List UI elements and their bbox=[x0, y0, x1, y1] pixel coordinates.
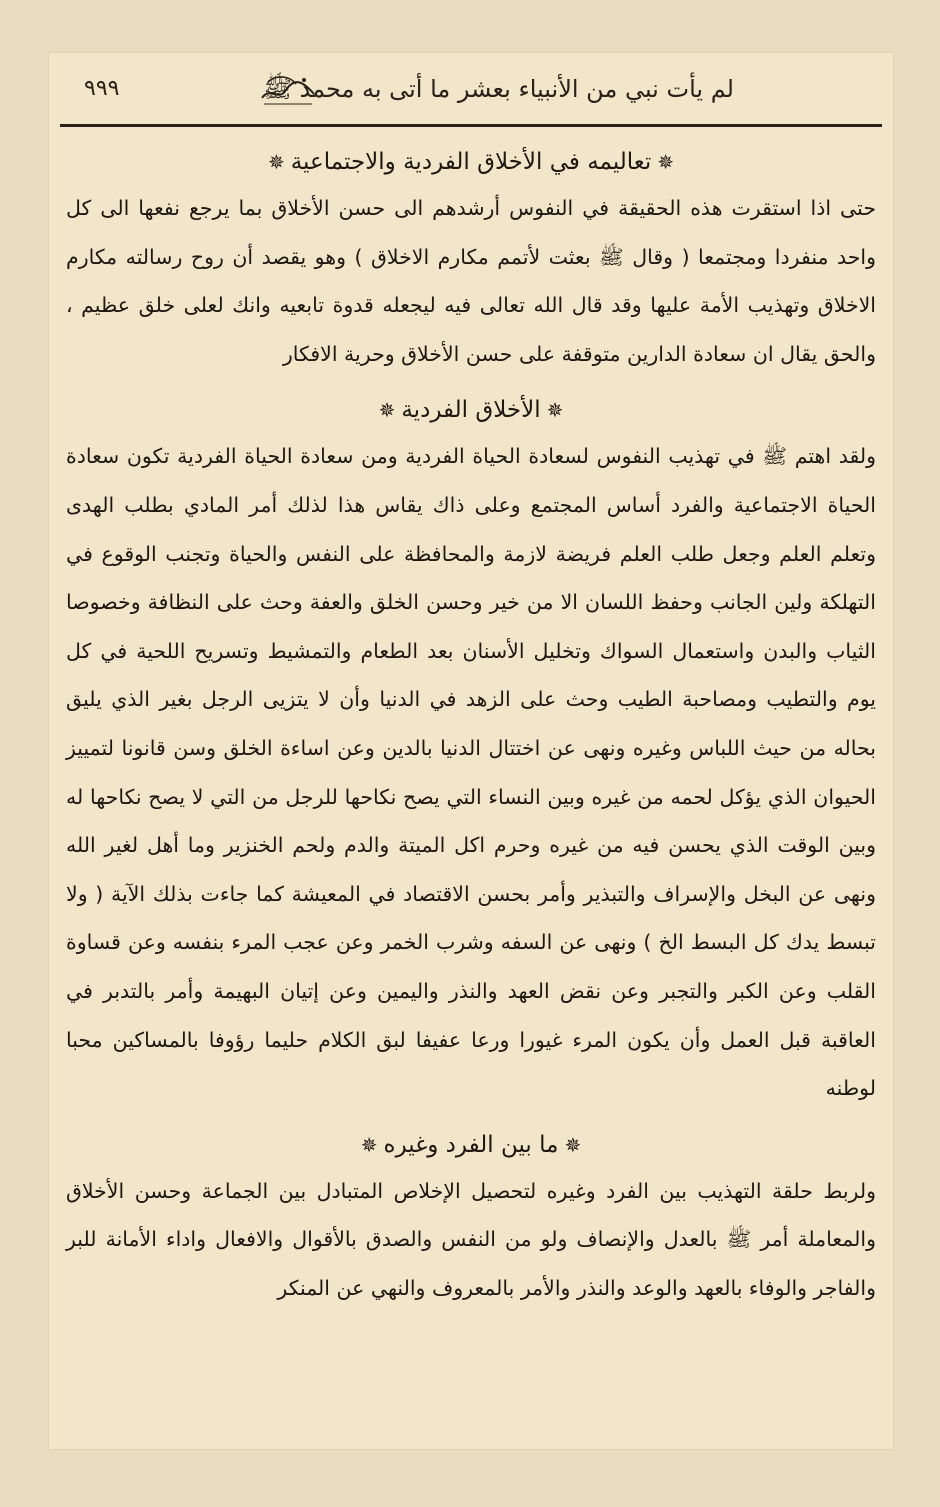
page-body bbox=[66, 140, 876, 1312]
page-header bbox=[48, 52, 894, 122]
section-heading-individual-ethics: ✵الأخلاق الفردية✵ bbox=[66, 388, 876, 432]
ornament-star-icon: ✵ bbox=[657, 150, 675, 174]
running-title: لم يأت نبي من الأنبياء بعشر ما أتى به محمد ﷺ bbox=[262, 75, 734, 103]
ornament-star-icon: ✵ bbox=[360, 1132, 378, 1157]
ornament-star-icon: ✵ bbox=[378, 398, 396, 423]
ornament-star-icon: ✵ bbox=[546, 398, 564, 423]
ornament-star-icon: ✵ bbox=[564, 1132, 582, 1157]
paragraph: حتى اذا استقرت هذه الحقيقة في النفوس أرشدهم الى حسن الأخلاق بما يرجع نفعها الى كل واحد منفردا ومجتمعا ( وقال ﷺ بعثت لأتمم مكارم الاخلاق ) وهو يقصد أن روح رسالته مكارم الاخلاق وتهذيب الأمة عليها وقد قال الله تعالى فيه ليجعله قدوة تابعيه وانك لعلى خلق عظيم ، والحق يقال ان سعادة الدارين متوقفة على حسن الأخلاق وحرية الافكار bbox=[66, 196, 876, 366]
header-divider bbox=[60, 124, 882, 127]
paragraph: ولربط حلقة التهذيب بين الفرد وغيره لتحصيل الإخلاص المتبادل بين الجماعة وحسن الأخلاق والمعاملة أمر ﷺ بالعدل والإنصاف ولو من النفس والصدق بالأقوال والافعال واداء الأمانة للبر والفاجر والوفاء بالعهد والوعد والنذر والأمر بالمعروف والنهي عن المنكر bbox=[66, 1178, 876, 1300]
book-page bbox=[48, 52, 894, 1450]
section-heading-individual-and-others: ✵ما بين الفرد وغيره✵ bbox=[66, 1123, 876, 1167]
section-heading-individual-social-ethics: ✵تعاليمه في الأخلاق الفردية والاجتماعية✵ bbox=[66, 140, 876, 184]
ornament-star-icon: ✵ bbox=[267, 150, 285, 174]
paragraph: ولقد اهتم ﷺ في تهذيب النفوس لسعادة الحياة الفردية ومن سعادة الحياة الفردية تكون سعادة الحياة الاجتماعية والفرد أساس المجتمع وعلى ذاك يقاس هذا لذلك أمر المادي بطلب الهدى وتعلم العلم وجعل طلب العلم فريضة لازمة والمحافظة على النفس والحياة وتجنب الوقوع في التهلكة ولين الجانب وحفظ اللسان الا من خير وحسن الخلق والعفة وحث على النظافة وخصوصا الثياب والبدن واستعمال السواك وتخليل الأسنان بعد الطعام والتمشيط وتسريح اللحية في كل يوم والتطيب ومصاحبة الطيب وحث على الزهد في الدنيا وأن لا يتزيى الرجل بغير الذي يليق بحاله من حيث اللباس وغيره ونهى عن اختتال الدنيا بالدين وعن اساءة الخلق وسن قانونا لتمييز الحيوان الذي يؤكل لحمه من غيره وبين النساء التي يصح نكاحها للرجل من التي لا يصح نكاحها له وبين الوقت الذي يحسن فيه من غيره وحرم اكل الميتة والدم ولحم الخنزير وما أهل لغير الله ونهى عن البخل والإسراف والتبذير وأمر بحسن الاقتصاد في المعيشة كما جاءت بذلك الآية ( ولا تبسط يدك كل البسط الخ ) ونهى عن السفه وشرب الخمر وعن عجب المرء بنفسه وعن قساوة القلب وعن الكبر والتجبر وعن نقض العهد والنذر واليمين وعن إتيان البهيمة وأمر بالتدبر في العاقبة قبل العمل وأن يكون المرء غيورا ورعا عفيفا لبق الكلام حليما رؤوفا بالمساكين محبا لوطنه bbox=[66, 444, 876, 1101]
page-number: ٩٩٩ bbox=[84, 76, 120, 101]
